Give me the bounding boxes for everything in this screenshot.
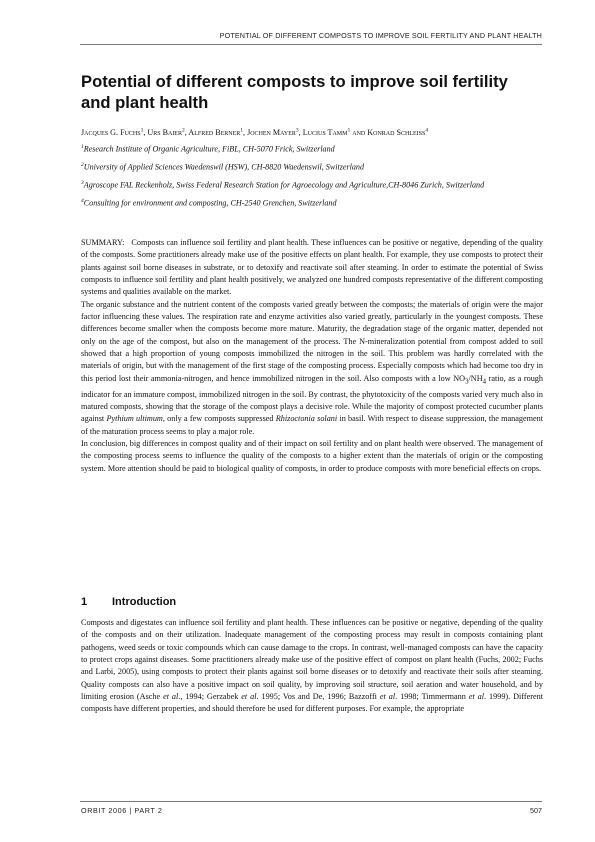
summary-paragraph: In conclusion, big differences in compost quality and of their impact on soil fertility and on plant health were observed. The management of the composting process seems to influence the quality of the composts to a higher extent than the materials of origin or the composting system. More attention should be paid to biological quality of composts, in order to produce composts with more beneficial effects on crops.	[81, 439, 543, 473]
paper-title: Potential of different composts to improve soil fertility and plant health	[81, 72, 508, 112]
author: Konrad Schleiss$^4$	[367, 127, 429, 137]
section-title: Introduction	[112, 596, 177, 608]
summary-label: SUMMARY:	[81, 238, 125, 247]
author-list	[81, 127, 546, 137]
summary-paragraph: SUMMARY: Composts can influence soil fertility and plant health. These influences can be positive or negative, depending of the quality of the composts. Some practitioners already make use of the positive effects on plant health. For example, they use composts to protect their plants against soil borne diseases in substrate, or to detoxify and reactivate soil after steaming. In order to estimate the potential of Swiss composts to influence soil fertility and plant health positively, we analyzed one hundred composts representative of the different composting systems and qualities available on the market.	[81, 238, 543, 297]
affiliation: $^4$Consulting for environment and composting, CH-2540 Grenchen, Switzerland	[81, 197, 337, 208]
section-heading	[81, 596, 176, 608]
footer-rule	[80, 801, 542, 802]
summary-paragraph: The organic substance and the nutrient content of the composts varied greatly between the composts; the materials of origin were the major factor influencing these values. The respiration rate and enzyme activities also varied greatly, particularly in the youngest composts. These differences become smaller when the composts become more mature. Maturity, the degradation stage of the organic matter, depended not only on the age of the compost, but also on the management of the process. The N-mineralization potential from compost added to soil showed that a high proportion of young composts immobilized the nitrogen in the soil. This problem was hardly correlated with the materials of origin, but with the management of the first stage of the composting process. Especially composts which had become too dry in this period lost their ammonia-nitrogen, and hence immobilized nitrogen in the soil. Also composts with a low $NO_3/NH_4$ ratio, as a rough indicator for an immature compost, immobilized nitrogen in the soil. By contrast, the phytotoxicity of the composts varied very much also in matured composts, showing that the storage of the compost plays a decisive role. While the majority of compost protected cucumber plants against Pythium ultimum, only a few composts suppressed Rhizoctonia solani in basil. With respect to disease suppression, the management of the maturation process seems to play a major role.	[81, 299, 543, 436]
body-paragraph: Composts and digestates can influence soil fertility and plant health. These influences can be positive or negative, depending of the quality of the composts and on their utilization. Inadequate management of the composting process may result in composts containing plant pathogens, weed seeds or toxic compounds which can cause damage to the crops. In contrast, well-managed composts can have the capacity to protect crops against diseases. Some practitioners already make use of the positive effect of compost on plant health (Fuchs, 2002; Fuchs and Larbi, 2005), using composts to protect their plants against soil borne diseases or to detoxify and reactivate their soils after steaming. Quality composts can also have a positive impact on soil quality, by improving soil structure, soil aeration and water household, and by limiting erosion (Asche et al., 1994; Gerzabek et al. 1995; Vos and De, 1996; Bazzoffi et al. 1998; Timmermann et al. 1999). Different composts have different properties, and should therefore be used for different purposes. For example, the appropriate	[81, 618, 543, 714]
affiliation: $^1$Research Institute of Organic Agriculture, FiBL, CH-5070 Frick, Switzerland	[81, 144, 335, 154]
affiliation-list	[81, 141, 546, 213]
author: Alfred Berner$^1$,	[188, 127, 248, 137]
author: Urs Baier$^2$,	[147, 127, 189, 137]
header-rule	[80, 44, 542, 45]
author: Lucius Tamm$^1$ and	[302, 127, 368, 137]
page-number: 507	[530, 806, 542, 815]
footer-journal: ORBIT 2006 | PART 2	[81, 806, 163, 815]
running-head: POTENTIAL OF DIFFERENT COMPOSTS TO IMPROVE SOIL FERTILITY AND PLANT HEALTH	[219, 31, 542, 40]
affiliation: $^3$Agroscope FAL Reckenholz, Swiss Federal Research Station for Agroecology and Agriculture,CH-8046 Zurich, Switzerland	[81, 179, 485, 190]
author: Jochen Mayer$^3$,	[247, 127, 303, 137]
summary-block	[81, 237, 543, 475]
introduction-block	[81, 617, 543, 716]
author: Jacques G. Fuchs$^1$,	[81, 127, 148, 137]
affiliation: $^2$University of Applied Sciences Waedenswil (HSW), CH-8820 Waedenswil, Switzerland	[81, 161, 364, 172]
section-number: 1	[81, 596, 88, 608]
